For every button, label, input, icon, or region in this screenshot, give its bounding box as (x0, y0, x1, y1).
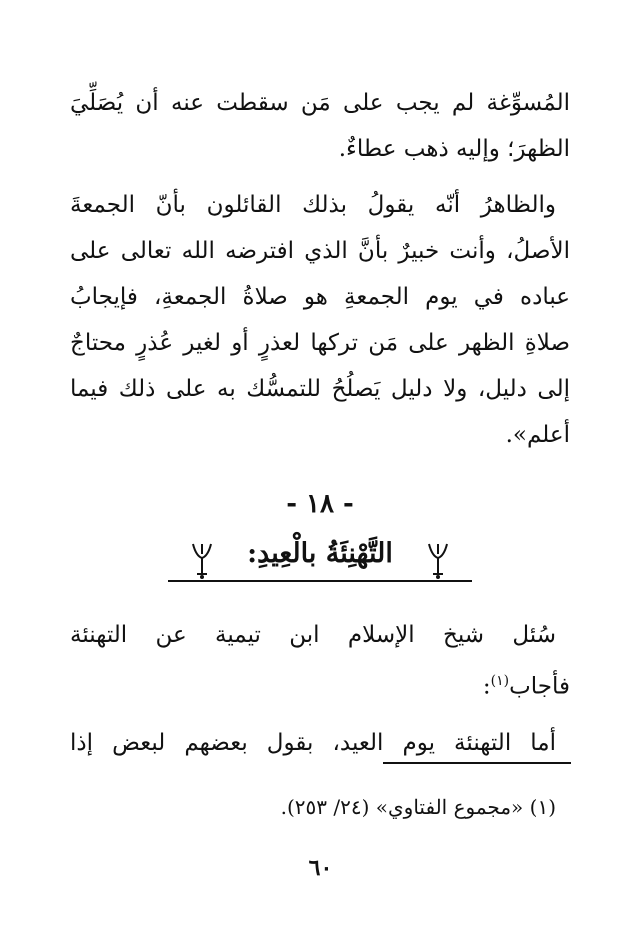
text-line: الظهرَ؛ وإليه ذهب عطاءٌ. (338, 136, 570, 162)
text-line: والظاهرُ أنّه يقولُ بذلك القائلون بأنّ الجمعةَ (70, 192, 556, 218)
heading-underline (168, 580, 472, 582)
page-body (70, 80, 570, 766)
section-title: التَّهْنِئَةُ بالْعِيدِ: (247, 538, 393, 569)
text-line: عباده في يوم الجمعةِ هو صلاةُ الجمعةِ، فإيجابُ (70, 284, 570, 310)
section-heading (70, 530, 570, 586)
section-number: - ١٨ - (286, 489, 354, 519)
paragraph-1 (70, 80, 570, 172)
paragraph-2 (70, 182, 570, 458)
text-line: صلاةِ الظهر على مَن تركها لعذرٍ أو لغير عُذرٍ محتاجٌ (70, 330, 570, 356)
text-line (70, 658, 570, 710)
paragraph-3 (70, 612, 570, 710)
tulip-ornament-icon (190, 540, 214, 580)
page-number: ٦٠ (308, 855, 333, 881)
text-line: أعلم». (505, 422, 570, 448)
footnote-divider (383, 762, 571, 764)
text-line: أما التهنئة يوم العيد، بقول بعضهم لبعض إذا (70, 729, 556, 756)
footnote: (١) «مجموع الفتاوي» (٢٤/ ٢٥٣). (280, 795, 556, 819)
colon: : (482, 673, 491, 700)
text-line: المُسوِّغة لم يجب على مَن سقطت عنه أن يُصَلِّيَ (70, 90, 570, 116)
text-line: إلى دليل، ولا دليل يَصلُحُ للتمسُّك به على ذلك فيما (70, 376, 570, 402)
answer-word: فأجاب (509, 673, 570, 700)
text-line: الأصلُ، وأنت خبيرٌ بأنَّ الذي افترضه الله تعالى على (70, 238, 570, 264)
text-line: سُئل شيخ الإسلام ابن تيمية عن التهنئة (70, 622, 556, 648)
tulip-ornament-icon (426, 540, 450, 580)
paragraph-4 (70, 720, 570, 766)
footnote-ref: (١) (490, 673, 510, 689)
